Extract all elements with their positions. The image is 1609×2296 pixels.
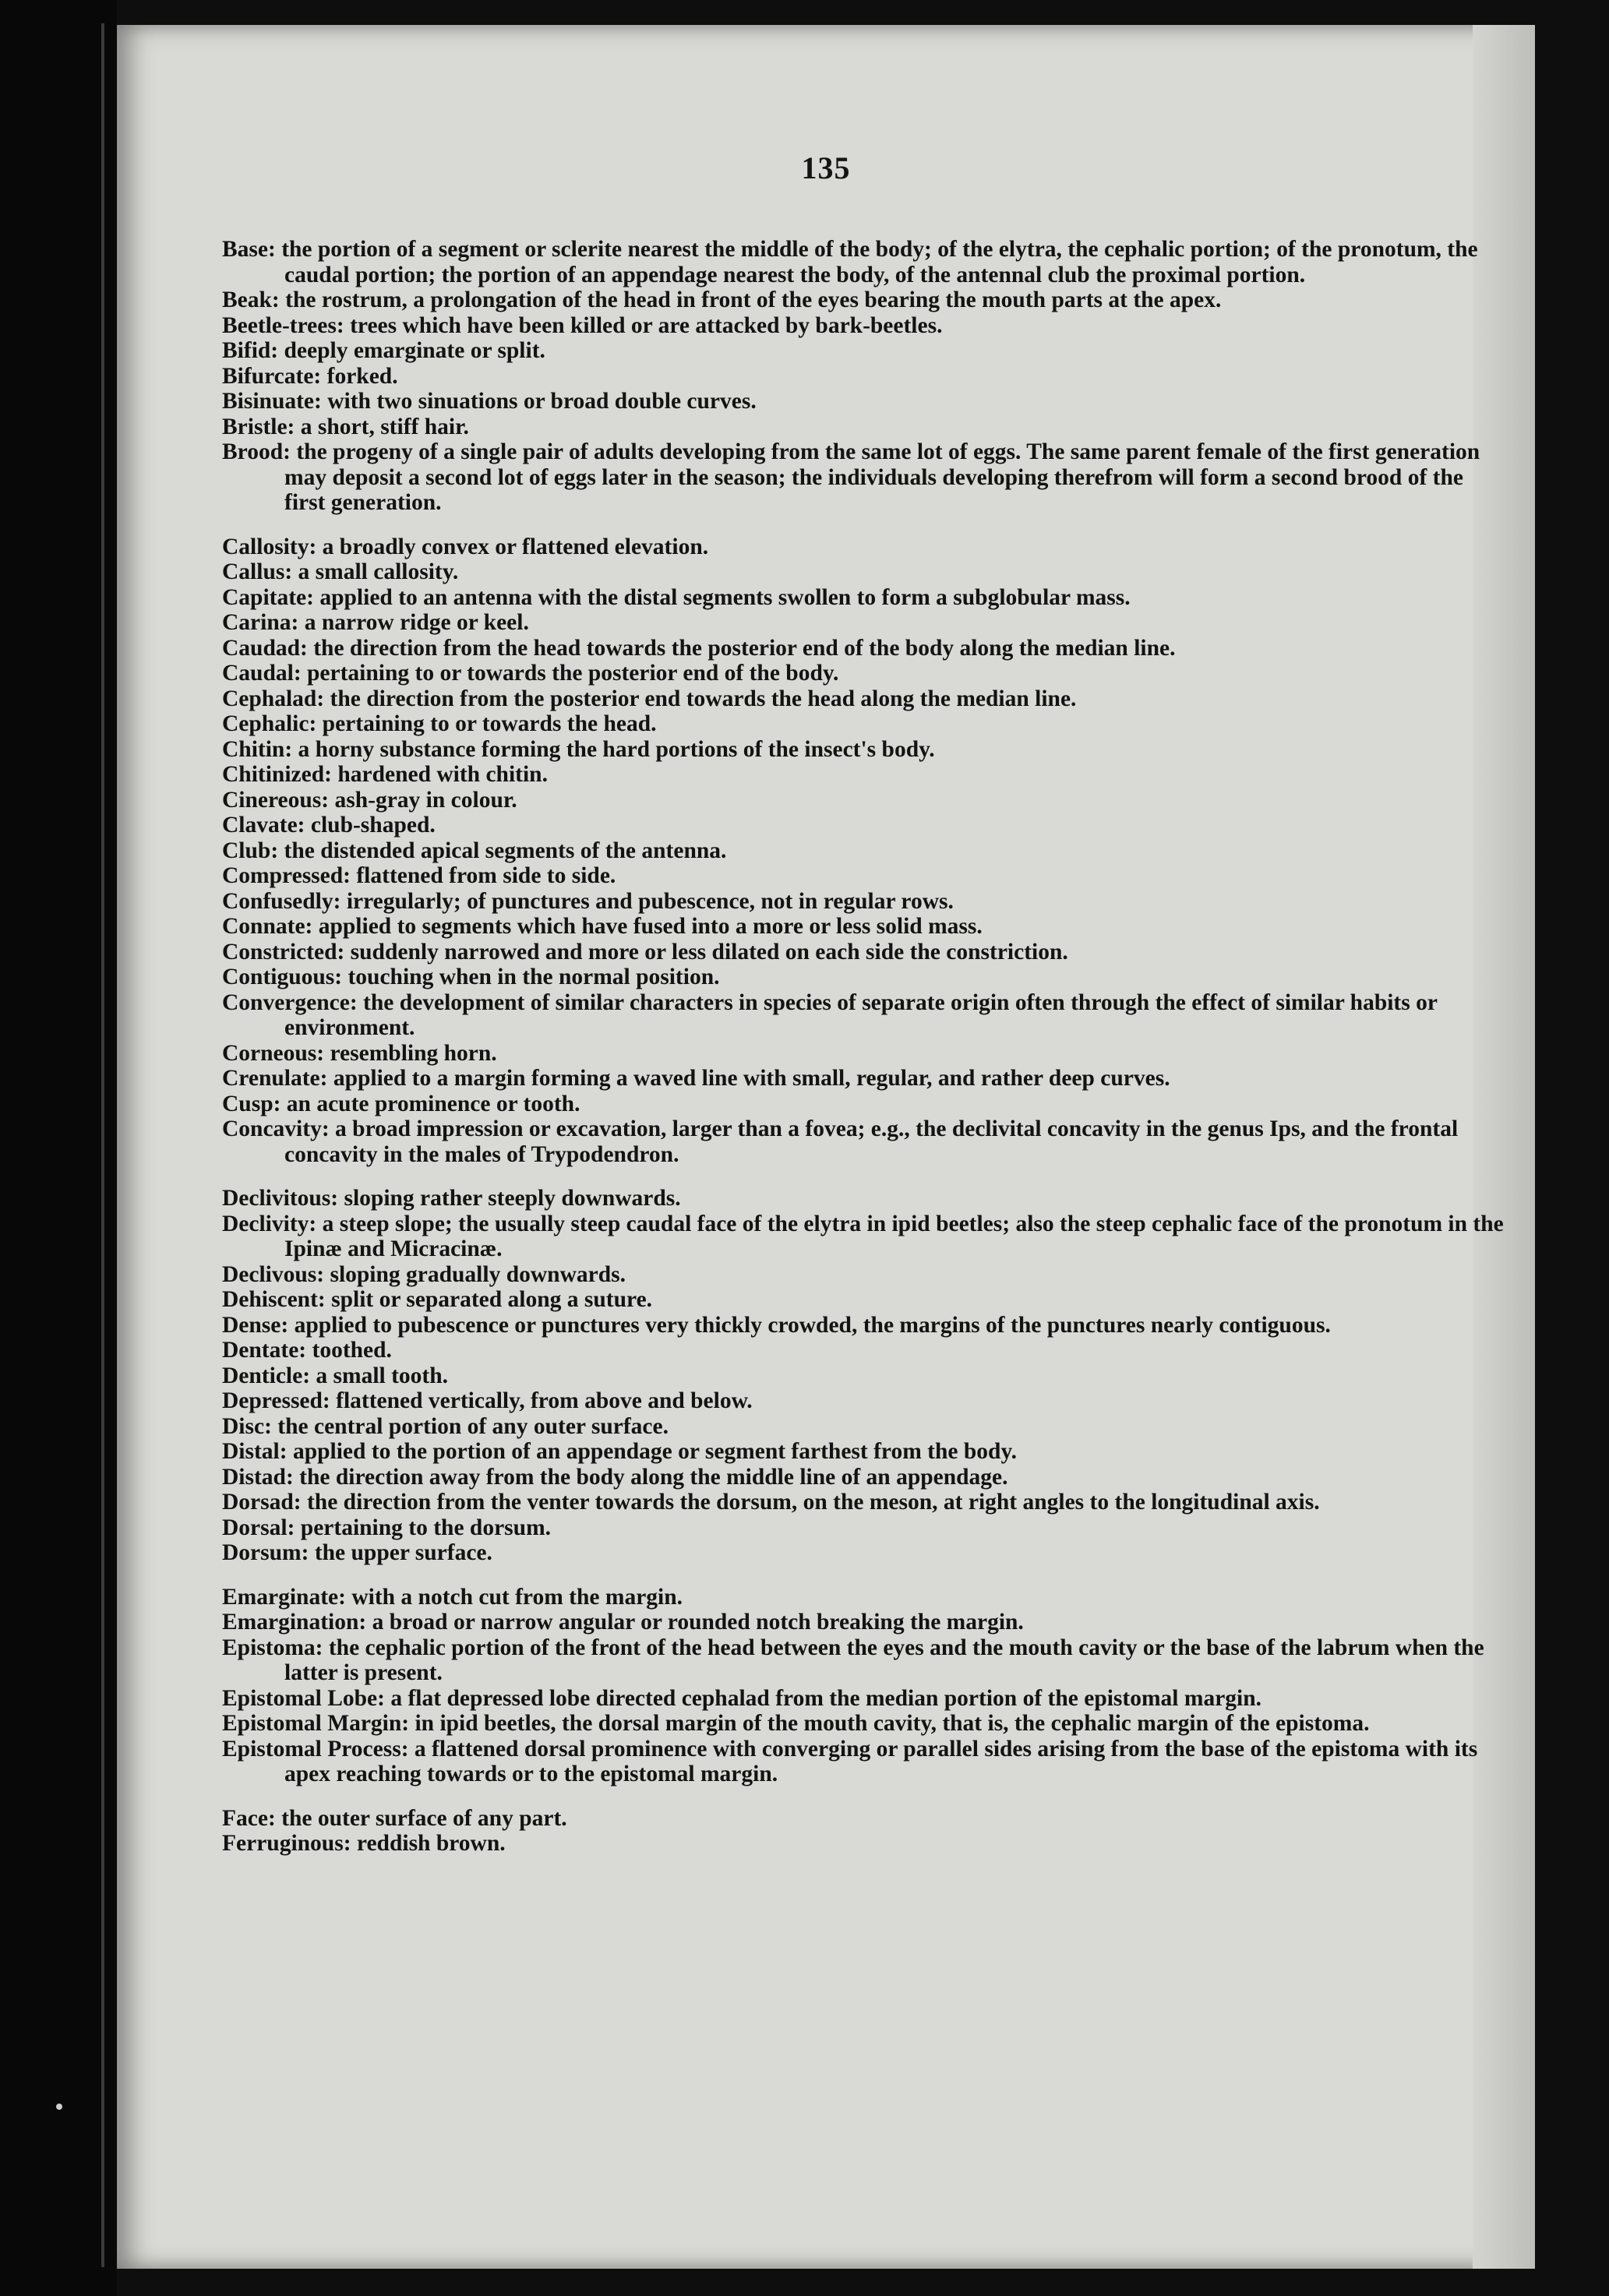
- glossary-definition: a short, stiff hair.: [300, 414, 469, 439]
- glossary-term: Callosity:: [222, 534, 317, 559]
- glossary-definition: applied to an antenna with the distal segments swollen to form a subglobular mass.: [319, 584, 1131, 610]
- glossary-entry: [222, 1439, 1504, 1465]
- glossary-definition: the direction away from the body along the middle line of an appendage.: [299, 1464, 1008, 1490]
- glossary-definition: a horny substance forming the hard portions of the insect's body.: [298, 736, 935, 762]
- glossary-term: Contiguous:: [222, 965, 343, 989]
- glossary-entry: [222, 237, 1504, 287]
- glossary-definition: the development of similar characters in species of separate origin often through the effect of similar habits or environment.: [284, 989, 1438, 1040]
- glossary-entry: [222, 1490, 1504, 1515]
- glossary-entry: [222, 1806, 1504, 1832]
- glossary-entry: [222, 1711, 1504, 1737]
- glossary-entry: [222, 1116, 1504, 1167]
- glossary-entry: [222, 636, 1504, 661]
- glossary-definition: pertaining to the dorsum.: [300, 1515, 552, 1540]
- glossary-entry: [222, 287, 1504, 313]
- glossary-list: [222, 237, 1504, 1857]
- glossary-entry: [222, 1610, 1504, 1635]
- book-binding-edge: [0, 0, 117, 2296]
- glossary-entry: [222, 1414, 1504, 1440]
- glossary-definition: a small tooth.: [316, 1363, 449, 1388]
- glossary-term: Declivity:: [222, 1211, 317, 1236]
- glossary-term: Caudad:: [222, 635, 308, 661]
- glossary-term: Dentate:: [222, 1338, 307, 1363]
- glossary-term: Declivitous:: [222, 1186, 339, 1211]
- glossary-term: Dorsum:: [222, 1540, 309, 1565]
- glossary-term: Face:: [222, 1805, 276, 1831]
- glossary-entry: [222, 559, 1504, 585]
- glossary-term: Convergence:: [222, 989, 358, 1015]
- glossary-entry: [222, 813, 1504, 838]
- glossary-definition: the upper surface.: [314, 1540, 492, 1565]
- glossary-entry: [222, 686, 1504, 712]
- glossary-entry: [222, 1338, 1504, 1363]
- glossary-term: Epistomal Process:: [222, 1736, 409, 1762]
- glossary-entry: [222, 1540, 1504, 1566]
- glossary-term: Bifid:: [222, 338, 279, 363]
- glossary-definition: the direction from the head towards the posterior end of the body along the median line.: [313, 635, 1176, 661]
- glossary-definition: forked.: [326, 363, 398, 389]
- glossary-definition: touching when in the normal position.: [348, 965, 720, 989]
- glossary-entry: [222, 990, 1504, 1041]
- glossary-term: Epistomal Lobe:: [222, 1685, 385, 1711]
- glossary-definition: in ipid beetles, the dorsal margin of the mouth cavity, that is, the cephalic margin of the epistoma.: [415, 1711, 1370, 1736]
- glossary-entry: [222, 965, 1504, 990]
- glossary-entry: [222, 1092, 1504, 1117]
- glossary-term: Dehiscent:: [222, 1287, 326, 1312]
- glossary-entry: [222, 1686, 1504, 1712]
- glossary-entry: [222, 940, 1504, 965]
- glossary-term: Corneous:: [222, 1040, 325, 1066]
- glossary-entry: [222, 1465, 1504, 1490]
- glossary-entry: [222, 414, 1504, 440]
- glossary-definition: with a notch cut from the margin.: [351, 1584, 683, 1610]
- spine-mark: [56, 2104, 62, 2110]
- glossary-definition: deeply emarginate or split.: [284, 338, 545, 363]
- glossary-definition: the cephalic portion of the front of the head between the eyes and the mouth cavity or the base of the labrum when the latter is present.: [284, 1635, 1484, 1685]
- glossary-term: Callus:: [222, 559, 293, 584]
- glossary-definition: the rostrum, a prolongation of the head in front of the eyes bearing the mouth parts at the apex.: [285, 287, 1222, 312]
- glossary-term: Beak:: [222, 287, 280, 312]
- glossary-entry: [222, 338, 1504, 364]
- glossary-definition: reddish brown.: [356, 1831, 506, 1856]
- glossary-definition: applied to a margin forming a waved line with small, regular, and rather deep curves.: [333, 1066, 1170, 1091]
- glossary-term: Distal:: [222, 1439, 288, 1464]
- glossary-entry: [222, 610, 1504, 636]
- glossary-definition: pertaining to or towards the posterior end of the body.: [307, 661, 839, 686]
- glossary-term: Beetle-trees:: [222, 312, 344, 338]
- glossary-entry: [222, 1211, 1504, 1262]
- glossary-entry: [222, 1388, 1504, 1414]
- glossary-term: Depressed:: [222, 1388, 330, 1413]
- glossary-definition: toothed.: [312, 1338, 392, 1363]
- glossary-definition: ash-gray in colour.: [334, 787, 517, 813]
- glossary-definition: a flat depressed lobe directed cephalad from the median portion of the epistomal margin.: [390, 1685, 1262, 1711]
- glossary-term: Caudal:: [222, 661, 302, 686]
- glossary-entry: [222, 1066, 1504, 1092]
- glossary-definition: a narrow ridge or keel.: [304, 610, 529, 635]
- glossary-definition: a small callosity.: [298, 559, 459, 584]
- glossary-definition: hardened with chitin.: [337, 762, 548, 787]
- glossary-term: Confusedly:: [222, 888, 341, 914]
- glossary-entry: [222, 534, 1504, 560]
- glossary-term: Chitinized:: [222, 762, 332, 787]
- glossary-entry: [222, 863, 1504, 889]
- glossary-entry: [222, 585, 1504, 611]
- glossary-entry: [222, 1635, 1504, 1686]
- glossary-definition: a broadly convex or flattened elevation.: [322, 534, 709, 559]
- glossary-definition: suddenly narrowed and more or less dilated on each side the constriction.: [350, 939, 1068, 965]
- glossary-term: Cephalad:: [222, 686, 325, 711]
- glossary-definition: a flattened dorsal prominence with converging or parallel sides arising from the base of the epistoma with its apex reaching towards or to the epistomal margin.: [284, 1736, 1478, 1786]
- glossary-entry: [222, 1585, 1504, 1610]
- glossary-term: Compressed:: [222, 863, 351, 888]
- glossary-entry: [222, 889, 1504, 915]
- glossary-entry: [222, 1831, 1504, 1857]
- glossary-term: Constricted:: [222, 939, 345, 965]
- glossary-definition: sloping gradually downwards.: [330, 1261, 626, 1287]
- glossary-definition: sloping rather steeply downwards.: [344, 1186, 681, 1211]
- binding-line: [101, 23, 104, 2267]
- glossary-term: Ferruginous:: [222, 1831, 351, 1856]
- glossary-term: Declivous:: [222, 1261, 325, 1287]
- glossary-term: Connate:: [222, 914, 313, 939]
- glossary-definition: club-shaped.: [310, 813, 436, 838]
- glossary-entry: [222, 1363, 1504, 1389]
- glossary-definition: applied to pubescence or punctures very thickly crowded, the margins of the punctures nearly contiguous.: [294, 1312, 1331, 1338]
- glossary-term: Capitate:: [222, 584, 314, 610]
- glossary-entry: [222, 389, 1504, 414]
- glossary-entry: [222, 762, 1504, 788]
- glossary-definition: split or separated along a suture.: [331, 1287, 653, 1312]
- glossary-definition: the progeny of a single pair of adults developing from the same lot of eggs. The same parent female of the first generation may deposit a second lot of eggs later in the season; the individuals developing therefrom will form a second brood of the first generation.: [284, 439, 1480, 515]
- glossary-term: Club:: [222, 838, 279, 863]
- page-number: 135: [801, 150, 851, 185]
- glossary-term: Brood:: [222, 439, 291, 464]
- glossary-term: Bifurcate:: [222, 363, 322, 389]
- glossary-definition: a broad impression or excavation, larger than a fovea; e.g., the declivital concavity in the genus Ips, and the frontal concavity in the males of Trypodendron.: [284, 1116, 1459, 1167]
- glossary-entry: [222, 364, 1504, 390]
- glossary-term: Bristle:: [222, 414, 295, 439]
- glossary-term: Base:: [222, 237, 276, 262]
- glossary-term: Dorsad:: [222, 1490, 302, 1515]
- glossary-definition: trees which have been killed or are attacked by bark-beetles.: [350, 312, 943, 338]
- glossary-term: Epistoma:: [222, 1635, 323, 1660]
- glossary-entry: [222, 914, 1504, 940]
- glossary-term: Concavity:: [222, 1116, 330, 1141]
- glossary-definition: applied to segments which have fused into a more or less solid mass.: [318, 914, 983, 939]
- glossary-entry: [222, 439, 1504, 516]
- glossary-entry: [222, 1737, 1504, 1787]
- glossary-term: Cinereous:: [222, 787, 330, 813]
- glossary-entry: [222, 1313, 1504, 1338]
- glossary-term: Carina:: [222, 610, 299, 635]
- glossary-definition: flattened vertically, from above and below.: [336, 1388, 753, 1413]
- glossary-definition: the portion of a segment or sclerite nearest the middle of the body; of the elytra, the cephalic portion; of the pronotum, the caudal portion; the portion of an appendage nearest the body, of the antennal club the proximal portion.: [281, 237, 1478, 287]
- glossary-term: Disc:: [222, 1413, 272, 1439]
- glossary-term: Dense:: [222, 1312, 289, 1338]
- glossary-term: Epistomal Margin:: [222, 1711, 410, 1736]
- glossary-entry: [222, 1287, 1504, 1313]
- glossary-definition: the distended apical segments of the antenna.: [284, 838, 727, 863]
- glossary-term: Cephalic:: [222, 711, 317, 736]
- glossary-definition: the direction from the venter towards the dorsum, on the meson, at right angles to the longitudinal axis.: [306, 1490, 1320, 1515]
- glossary-term: Bisinuate:: [222, 389, 322, 414]
- glossary-entry: [222, 1262, 1504, 1288]
- glossary-definition: a broad or narrow angular or rounded notch breaking the margin.: [372, 1610, 1024, 1635]
- glossary-entry: [222, 788, 1504, 813]
- glossary-term: Emargination:: [222, 1610, 367, 1635]
- glossary-term: Chitin:: [222, 736, 293, 762]
- glossary-entry: [222, 1186, 1504, 1211]
- glossary-definition: flattened from side to side.: [356, 863, 616, 888]
- glossary-definition: with two sinuations or broad double curves.: [327, 389, 757, 414]
- glossary-term: Crenulate:: [222, 1066, 328, 1091]
- glossary-term: Dorsal:: [222, 1515, 295, 1540]
- glossary-definition: the central portion of any outer surface.: [277, 1413, 669, 1439]
- glossary-entry: [222, 661, 1504, 686]
- glossary-definition: applied to the portion of an appendage or segment farthest from the body.: [292, 1439, 1017, 1464]
- glossary-definition: irregularly; of punctures and pubescence, not in regular rows.: [346, 888, 954, 914]
- glossary-term: Distad:: [222, 1464, 294, 1490]
- glossary-definition: the outer surface of any part.: [281, 1805, 567, 1831]
- glossary-definition: a steep slope; the usually steep caudal face of the elytra in ipid beetles; also the steep cephalic face of the pronotum in the Ipinæ and Micracinæ.: [284, 1211, 1504, 1261]
- glossary-definition: pertaining to or towards the head.: [322, 711, 657, 736]
- glossary-entry: [222, 1515, 1504, 1541]
- glossary-entry: [222, 313, 1504, 339]
- glossary-entry: [222, 1041, 1504, 1067]
- glossary-definition: resembling horn.: [330, 1040, 497, 1066]
- glossary-term: Clavate:: [222, 813, 305, 838]
- glossary-definition: an acute prominence or tooth.: [286, 1091, 580, 1116]
- glossary-entry: [222, 838, 1504, 864]
- glossary-definition: the direction from the posterior end towards the head along the median line.: [330, 686, 1077, 711]
- glossary-term: Cusp:: [222, 1091, 281, 1116]
- glossary-term: Denticle:: [222, 1363, 311, 1388]
- glossary-entry: [222, 711, 1504, 737]
- glossary-term: Emarginate:: [222, 1584, 346, 1610]
- book-page: [117, 25, 1535, 2269]
- glossary-entry: [222, 737, 1504, 763]
